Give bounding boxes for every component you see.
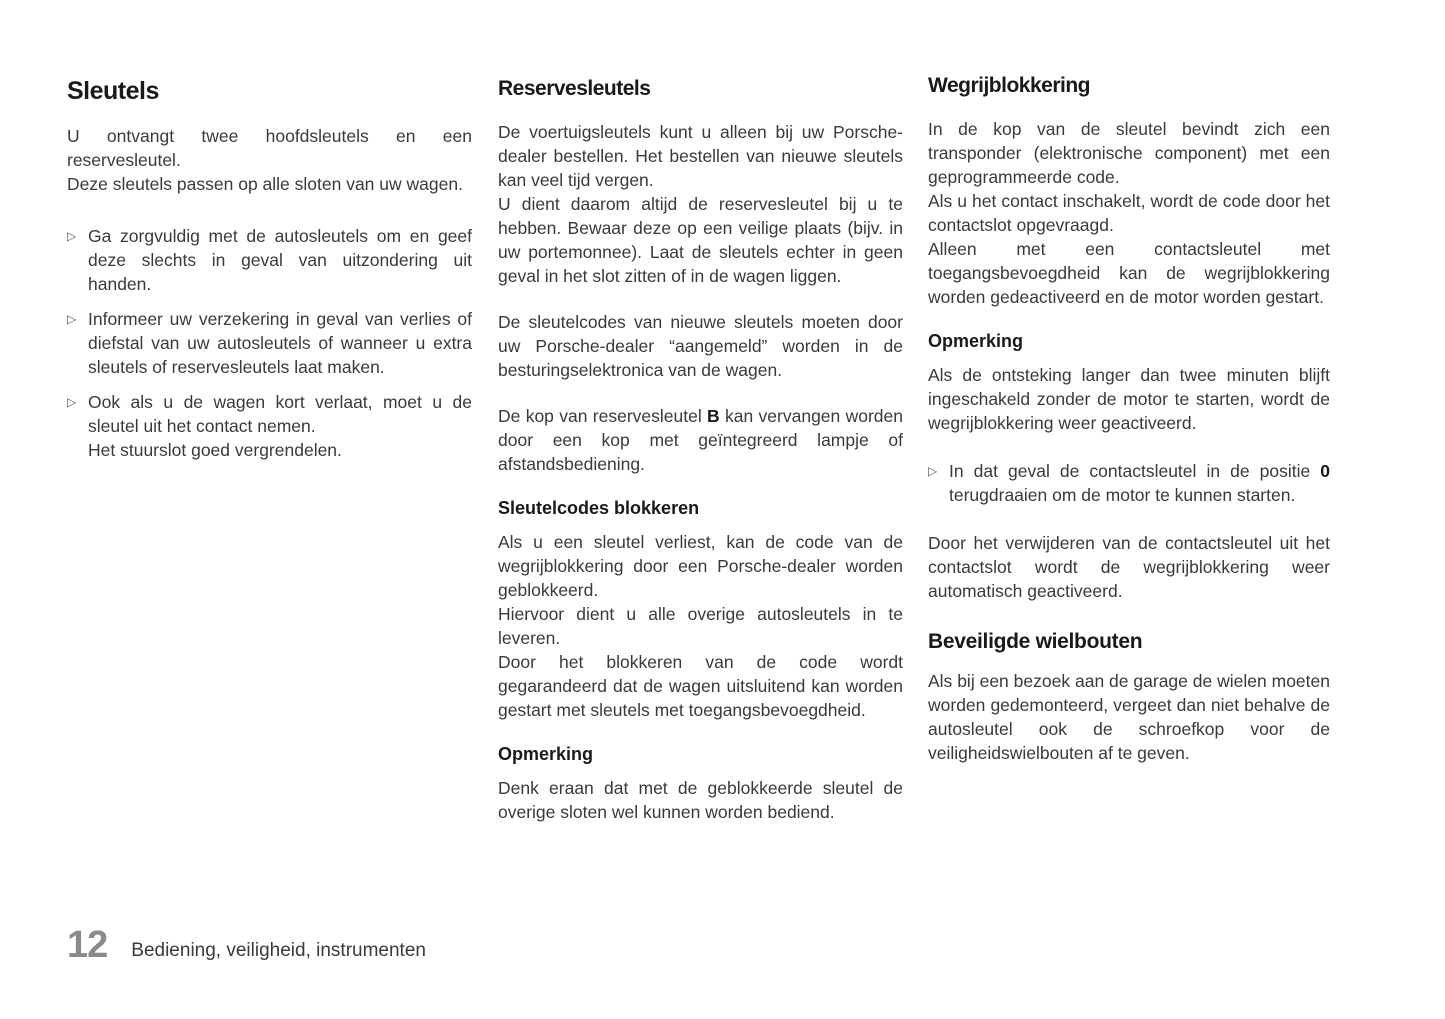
bullet-text: Ook als u de wagen kort verlaat, moet u de sleutel uit het contact nemen. xyxy=(88,392,472,436)
paragraph: Alleen met een contactsleutel met toegangsbevoegdheid kan de wegrijblokkering worden gedeactiveerd en de motor worden gestart. xyxy=(928,239,1330,307)
paragraph: Als u een sleutel verliest, kan de code van de wegrijblokkering door een Porsche-dealer worden geblokkeerd. xyxy=(498,532,903,600)
paragraph: U ontvangt twee hoofdsleutels en een reservesleutel. xyxy=(67,126,472,170)
column-reservesleutels xyxy=(498,74,903,846)
triangle-bullet-icon: ▷ xyxy=(928,464,938,478)
triangle-bullet-icon: ▷ xyxy=(67,395,77,409)
paragraph-text: kan vervangen worden door een kop met geïntegreerd lampje of afstandsbediening. xyxy=(498,406,903,474)
paragraph: Deze sleutels passen op alle sloten van uw wagen. xyxy=(67,174,463,194)
bullet-item xyxy=(67,224,472,296)
paragraph: De sleutelcodes van nieuwe sleutels moeten door uw Porsche-dealer “aangemeld” worden in de besturingselektronica van de wagen. xyxy=(498,312,903,380)
bullet-text: terugdraaien om de motor te kunnen starten. xyxy=(949,485,1296,505)
page-number: 12 xyxy=(67,924,108,966)
footer-section-title: Bediening, veiligheid, instrumenten xyxy=(131,940,426,961)
triangle-bullet-icon: ▷ xyxy=(67,312,77,326)
subheading-opmerking: Opmerking xyxy=(928,331,1024,351)
paragraph xyxy=(498,404,903,476)
heading-reservesleutels: Reservesleutels xyxy=(498,77,651,100)
subheading-sleutelcodes-blokkeren: Sleutelcodes blokkeren xyxy=(498,498,700,518)
paragraph: Als de ontsteking langer dan twee minuten blijft ingeschakeld zonder de motor te starten, wordt de wegrijblokkering weer geactiveerd. xyxy=(928,365,1330,433)
paragraph: Als bij een bezoek aan de garage de wielen moeten worden gedemonteerd, vergeet dan niet behalve de autosleutel ook de schroefkop voor de veiligheidswielbouten af te geven. xyxy=(928,671,1330,763)
paragraph: De voertuigsleutels kunt u alleen bij uw Porsche-dealer bestellen. Het bestellen van nieuwe sleutels kan veel tijd vergen. xyxy=(498,122,903,190)
bullet-item xyxy=(67,390,472,462)
paragraph: Hiervoor dient u alle overige autosleutels in te leveren. xyxy=(498,604,903,648)
bullet-text: Informeer uw verzekering in geval van verlies of diefstal van uw autosleutels of wanneer u extra sleutels of reservesleutels laat maken. xyxy=(88,309,472,377)
position-label: 0 xyxy=(1320,461,1330,481)
subheading-opmerking: Opmerking xyxy=(498,744,594,764)
paragraph: Denk eraan dat met de geblokkeerde sleutel de overige sloten wel kunnen worden bediend. xyxy=(498,778,903,822)
bullet-extra-text: Het stuurslot goed vergrendelen. xyxy=(88,440,342,460)
heading-wegrijblokkering: Wegrijblokkering xyxy=(928,74,1090,97)
column-sleutels xyxy=(67,74,472,473)
bullet-item xyxy=(67,307,472,379)
bullet-item xyxy=(928,459,1330,507)
paragraph: In de kop van de sleutel bevindt zich een transponder (elektronische component) met een geprogrammeerde code. xyxy=(928,119,1330,187)
paragraph: Door het blokkeren van de code wordt gegarandeerd dat de wagen uitsluitend kan worden gestart met sleutels met toegangsbevoegdheid. xyxy=(498,652,903,720)
bullet-text: In dat geval de contactsleutel in de positie xyxy=(949,461,1321,481)
key-label: B xyxy=(707,406,720,426)
paragraph-text: De kop van reservesleutel xyxy=(498,406,708,426)
paragraph: Door het verwijderen van de contactsleutel uit het contactslot wordt de wegrijblokkering weer automatisch geactiveerd. xyxy=(928,533,1330,601)
triangle-bullet-icon: ▷ xyxy=(67,229,77,243)
heading-sleutels: Sleutels xyxy=(67,77,159,105)
column-wegrijblokkering xyxy=(928,71,1330,787)
paragraph: Als u het contact inschakelt, wordt de code door het contactslot opgevraagd. xyxy=(928,191,1330,235)
bullet-text: Ga zorgvuldig met de autosleutels om en geef deze slechts in geval van uitzondering uit handen. xyxy=(88,226,472,294)
paragraph: U dient daarom altijd de reservesleutel bij u te hebben. Bewaar deze op een veilige plaats (bijv. in uw portemonnee). Laat de sleutels echter in geen geval in het slot zitten of in de wagen liggen. xyxy=(498,194,903,286)
heading-beveiligde-wielbouten: Beveiligde wielbouten xyxy=(928,630,1143,653)
page-footer xyxy=(67,921,426,965)
